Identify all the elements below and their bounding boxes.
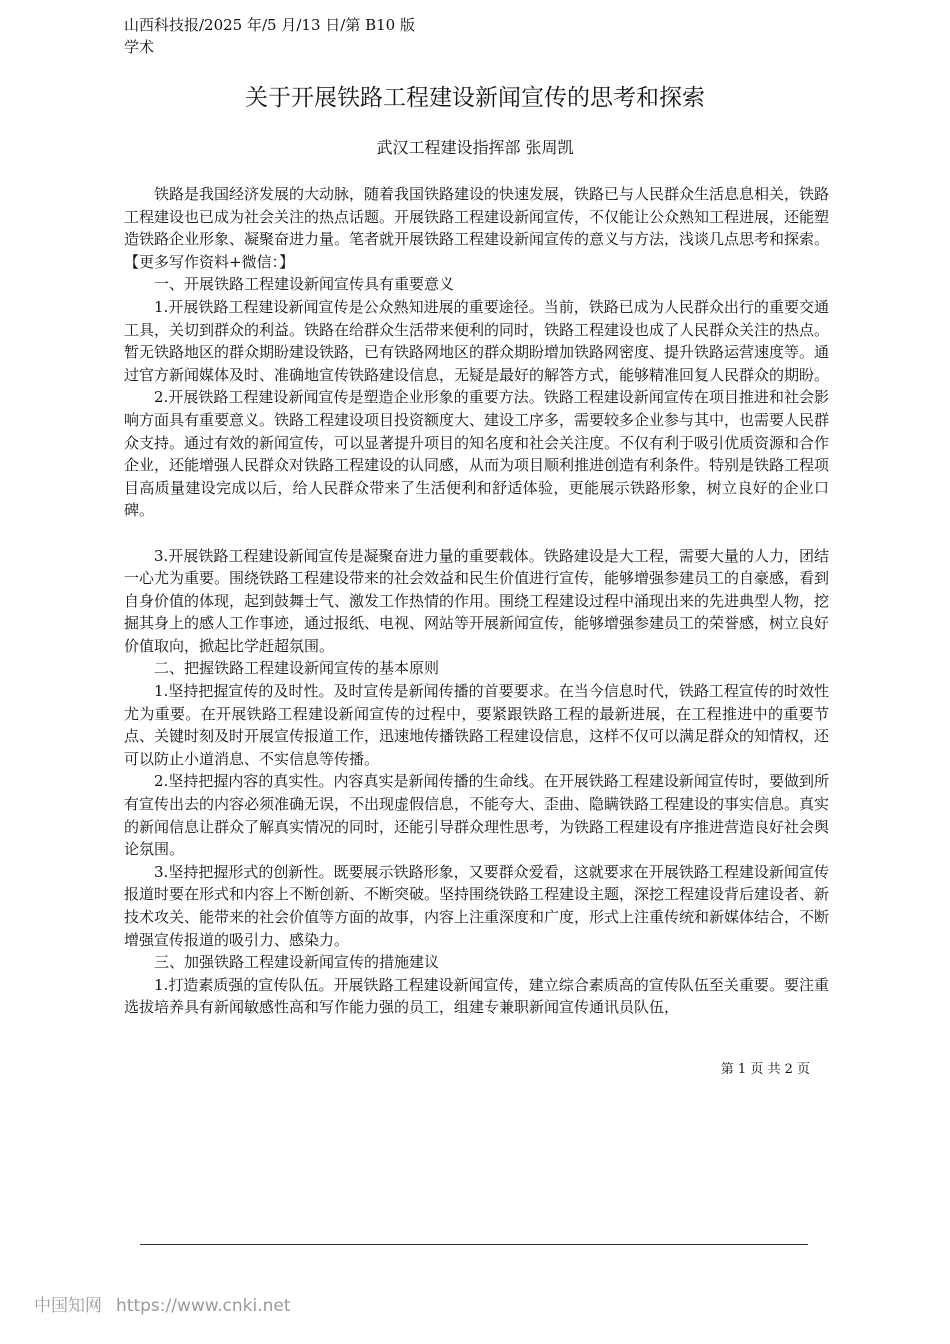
section-heading-3: 三、加强铁路工程建设新闻宣传的措施建议 bbox=[154, 953, 440, 972]
body-paragraph: 3.开展铁路工程建设新闻宣传是凝聚奋进力量的重要载体。铁路建设是大工程，需要大量的人力，团结一心尤为重要。围绕铁路工程建设带来的社会效益和民生价值进行宣传，能够增强参建员工的自豪感，看到自身价值的体现，起到鼓舞士气、激发工作热情的作用。围绕工程建设过程中涌现出来的先进典型人物，挖掘其身上的感人工作事迹，通过报纸、电视、网站等开展新闻宣传，能够增强参建员工的荣誉感，树立良好价值取向，掀起比学赶超氛围。 bbox=[124, 546, 830, 655]
body-paragraph: 1.开展铁路工程建设新闻宣传是公众熟知进展的重要途径。当前，铁路已成为人民群众出行的重要交通工具，关切到群众的利益。铁路在给群众生活带来便利的同时，铁路工程建设也成了人民群众关注的热点。暂无铁路地区的群众期盼建设铁路，已有铁路网地区的群众期盼增加铁路网密度、提升铁路运营速度等。通过官方新闻媒体及时、准确地宣传铁路建设信息，无疑是最好的解答方式，能够精准回复人民群众的期盼。 bbox=[124, 297, 830, 384]
body-paragraph: 2.开展铁路工程建设新闻宣传是塑造企业形象的重要方法。铁路工程建设新闻宣传在项目推进和社会影响方面具有重要意义。铁路工程建设项目投资额度大、建设工序多，需要较多企业参与其中，也需要人民群众支持。通过有效的新闻宣传，可以显著提升项目的知名度和社会关注度。不仅有利于吸引优质资源和合作企业，还能增强人民群众对铁路工程建设的认同感，从而为项目顺利推进创造有利条件。特别是铁路工程项目高质量建设完成以后，给人民群众带来了生活便利和舒适体验，更能展示铁路形象，树立良好的企业口碑。 bbox=[124, 388, 830, 520]
author-line: 武汉工程建设指挥部 张周凯 bbox=[376, 138, 574, 157]
article-body bbox=[124, 183, 829, 1019]
section-heading-1: 一、开展铁路工程建设新闻宣传具有重要意义 bbox=[154, 275, 455, 294]
watermark-url[interactable]: https://www.cnki.net bbox=[116, 1296, 291, 1316]
section-heading-2: 二、把握铁路工程建设新闻宣传的基本原则 bbox=[154, 659, 440, 678]
page-number: 第 1 页 共 2 页 bbox=[720, 1062, 810, 1077]
body-paragraph: 1.打造素质强的宣传队伍。开展铁路工程建设新闻宣传，建立综合素质高的宣传队伍至关重要。要注重选拔培养具有新闻敏感性高和写作能力强的员工，组建专兼职新闻宣传通讯员队伍， bbox=[124, 975, 829, 1017]
watermark-brand: 中国知网 bbox=[34, 1296, 102, 1316]
body-paragraph: 3.坚持把握形式的创新性。既要展示铁路形象，又要群众爱看，这就要求在开展铁路工程建设新闻宣传报道时要在形式和内容上不断创新、不断突破。坚持围绕铁路工程建设主题，深挖工程建设背后建设者、新技术攻关、能带来的社会价值等方面的故事，内容上注重深度和广度，形式上注重传统和新媒体结合，不断增强宣传报道的吸引力、感染力。 bbox=[124, 862, 830, 949]
cnki-watermark bbox=[34, 1294, 290, 1318]
intro-paragraph: 铁路是我国经济发展的大动脉，随着我国铁路建设的快速发展，铁路已与人民群众生活息息相关，铁路工程建设也已成为社会关注的热点话题。开展铁路工程建设新闻宣传，不仅能让公众熟知工程进展，还能塑造铁路企业形象、凝聚奋进力量。笔者就开展铁路工程建设新闻宣传的意义与方法，浅谈几点思考和探索。【更多写作资料+微信：】 bbox=[124, 185, 830, 271]
article-title: 关于开展铁路工程建设新闻宣传的思考和探索 bbox=[245, 85, 705, 111]
body-paragraph: 2.坚持把握内容的真实性。内容真实是新闻传播的生命线。在开展铁路工程建设新闻宣传时，要做到所有宣传出去的内容必须准确无误，不出现虚假信息，不能夸大、歪曲、隐瞒铁路工程建设的事实信息。真实的新闻信息让群众了解真实情况的同时，还能引导群众理性思考，为铁路工程建设有序推进营造良好社会舆论氛围。 bbox=[124, 772, 830, 859]
footer-divider bbox=[140, 1244, 808, 1245]
body-paragraph: 1.坚持把握宣传的及时性。及时宣传是新闻传播的首要要求。在当今信息时代，铁路工程宣传的时效性尤为重要。在开展铁路工程建设新闻宣传的过程中，要紧跟铁路工程的最新进展，在工程推进中的重要节点、关键时刻及时开展宣传报道工作，迅速地传播铁路工程建设信息，这样不仅可以满足群众的知情权，还可以防止小道消息、不实信息等传播。 bbox=[124, 682, 830, 768]
source-line: 山西科技报/2025 年/5 月/13 日/第 B10 版学术 bbox=[124, 16, 415, 56]
